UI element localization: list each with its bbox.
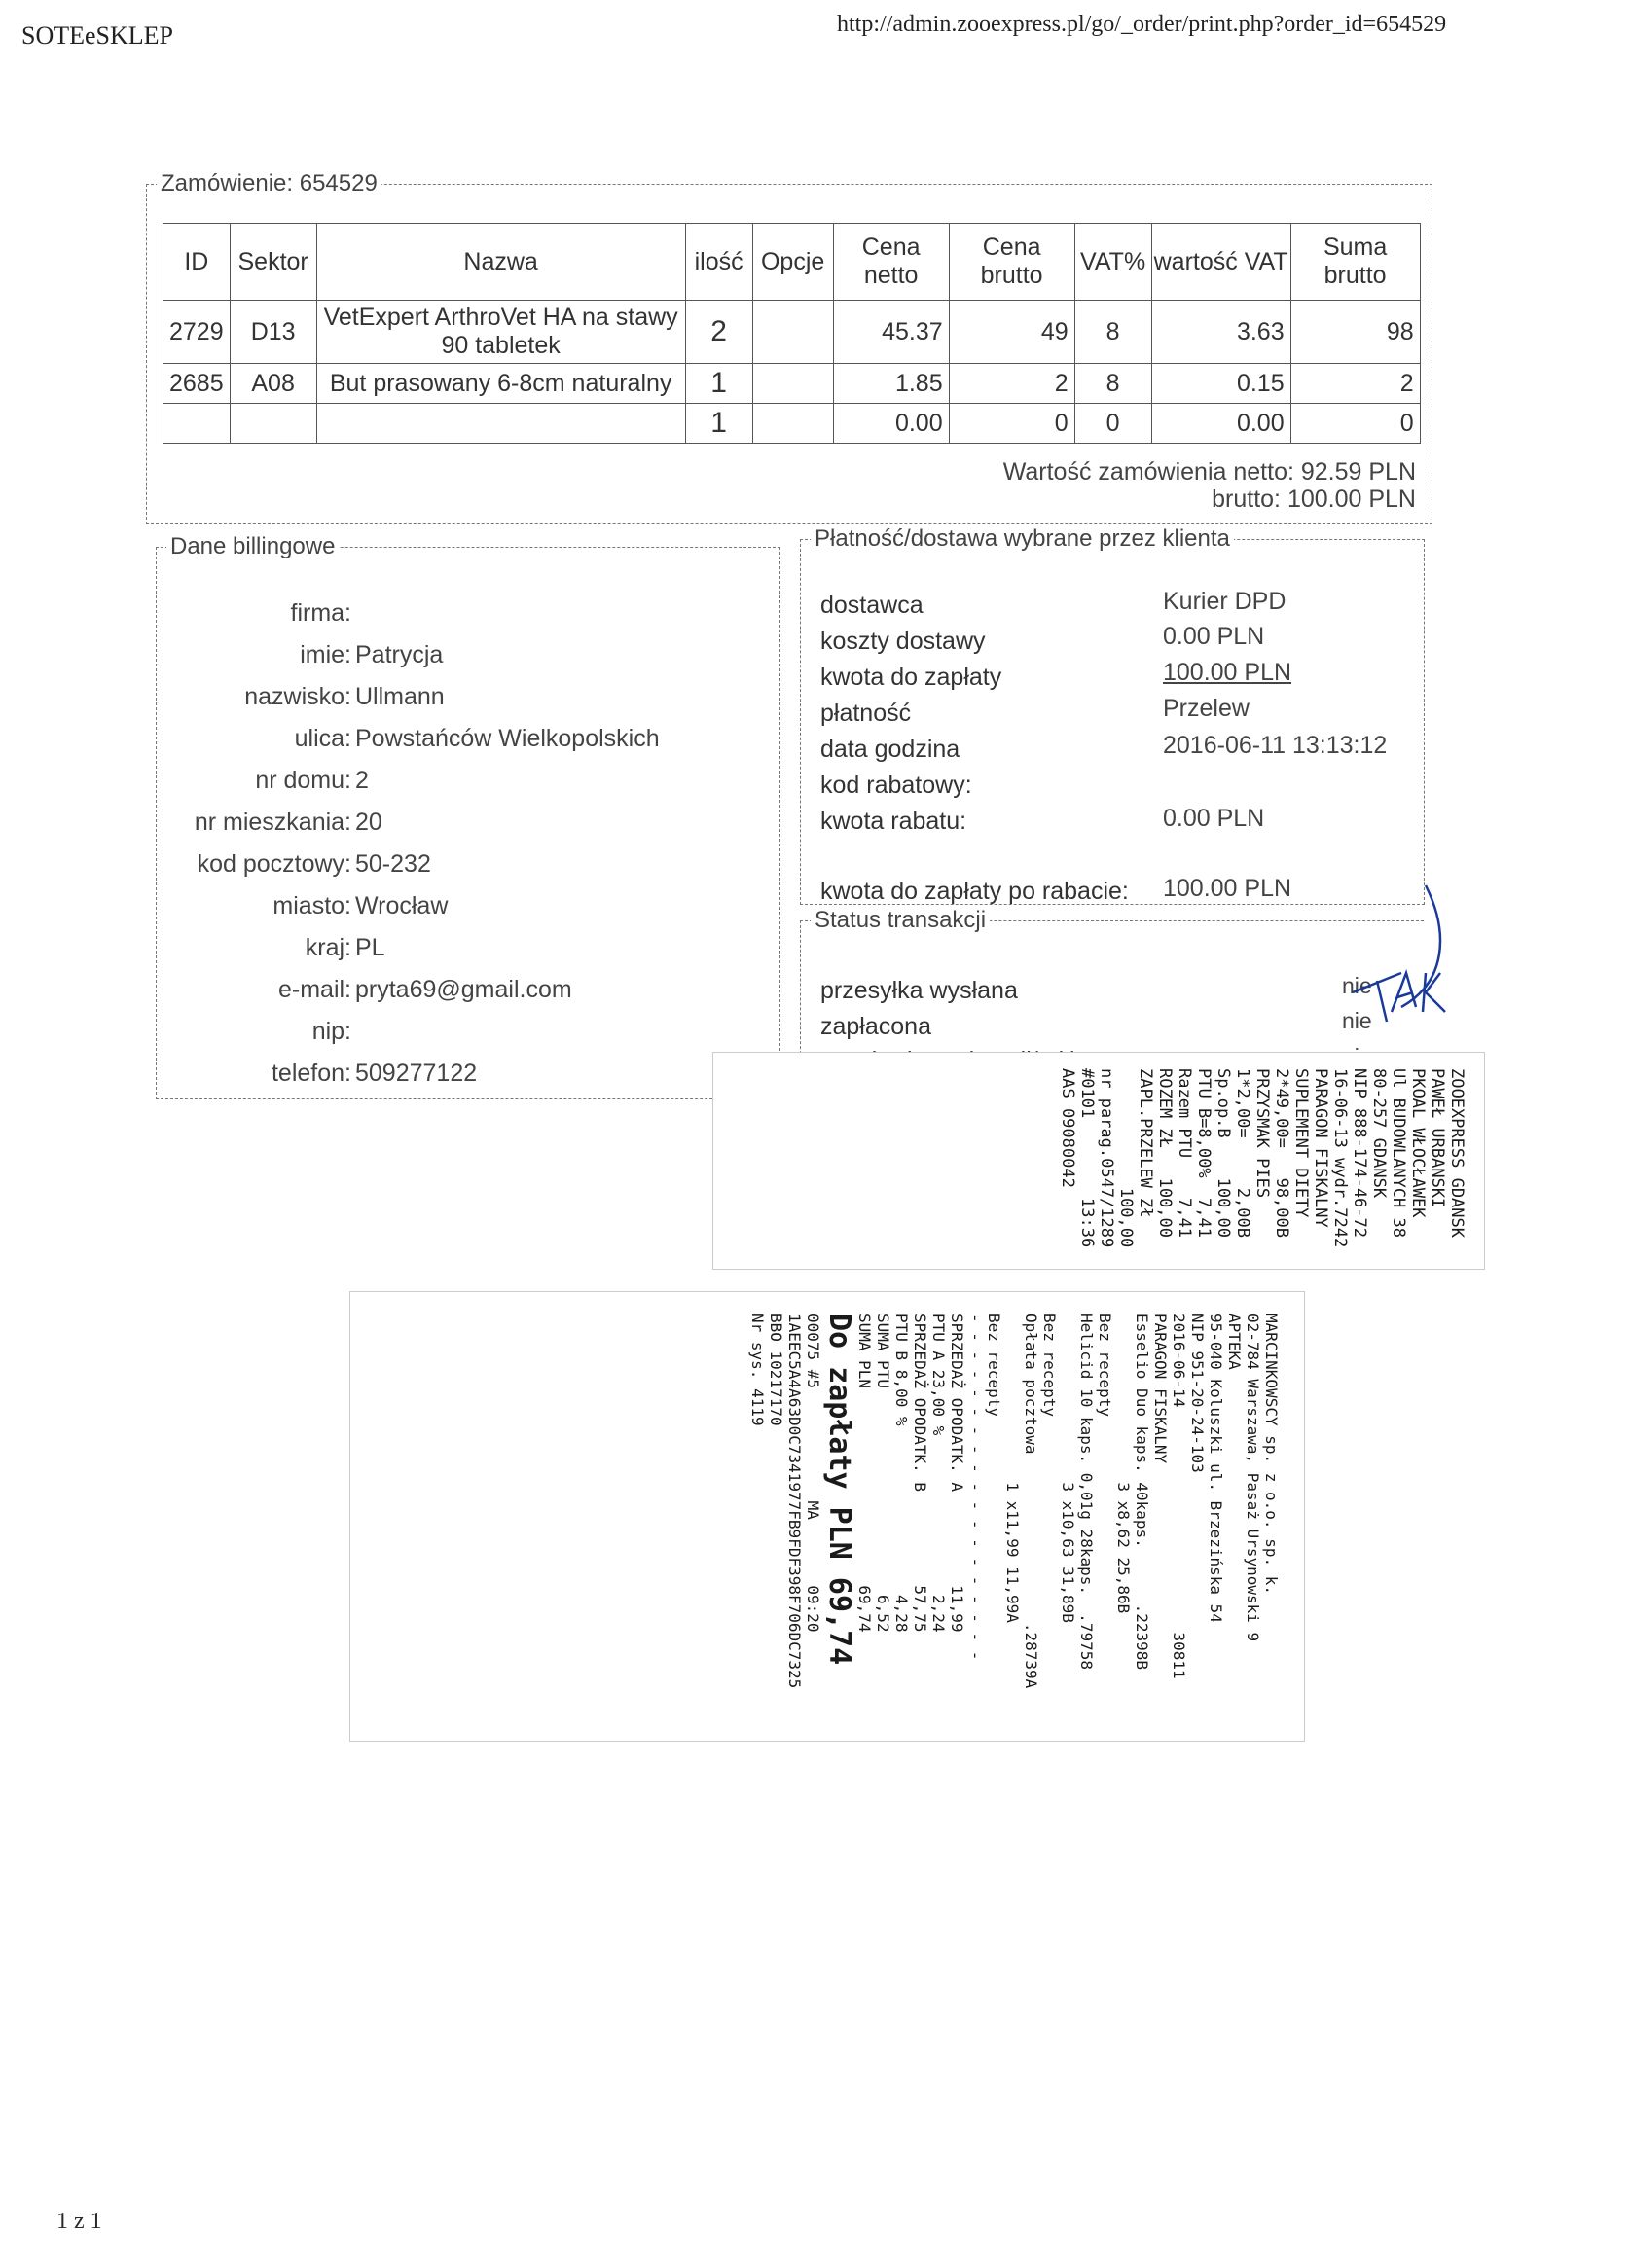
receipt-2-text	[350, 1292, 1304, 1741]
receipt-line: PKOAL WŁOCŁAWEK	[1408, 1068, 1428, 1218]
receipt-line: AAS 09080042	[1058, 1068, 1077, 1188]
status-label: zapłacona	[820, 1013, 931, 1040]
receipt-line: Ul BUDOWLANYCH 38	[1389, 1068, 1408, 1238]
cell-wartosc-vat: 0.00	[1151, 404, 1290, 444]
receipt-line: NIP 888-174-46-72	[1350, 1068, 1369, 1238]
payment-section	[800, 525, 1425, 905]
table-header-row	[163, 224, 1421, 301]
cell-suma: 2	[1290, 364, 1420, 404]
billing-label: kod pocztowy:	[197, 850, 351, 878]
billing-row-nr-domu	[157, 767, 779, 802]
status-value: nie	[1342, 1008, 1372, 1033]
receipt-line: #0101 13:36	[1077, 1068, 1097, 1248]
total-netto: Wartość zamówienia netto: 92.59 PLN	[1002, 458, 1416, 486]
cell-nazwa	[316, 404, 685, 444]
cell-sektor: D13	[230, 301, 316, 364]
billing-value: Powstańców Wielkopolskich	[355, 725, 660, 752]
cell-ilosc: 1	[685, 364, 752, 404]
status-legend: Status transakcji	[815, 907, 987, 933]
table-row	[163, 404, 1421, 444]
payment-value: 100.00 PLN	[1163, 875, 1292, 902]
col-cena-netto: Cena netto	[833, 224, 949, 301]
receipt-line: 1 x11,99 11,99A	[1003, 1314, 1022, 1623]
payment-label: kwota do zapłaty	[820, 664, 1002, 691]
billing-row-imie	[157, 641, 779, 676]
cell-ilosc: 2	[685, 301, 752, 364]
receipt-line: Esselio Duo kaps. 40kaps. .22398B	[1133, 1314, 1151, 1671]
receipt-line: Bez recepty	[1040, 1314, 1059, 1417]
payment-label: kod rabatowy:	[820, 772, 972, 799]
receipt-line: ZAPL.PRZELEW Zł	[1136, 1068, 1155, 1218]
cell-id	[163, 404, 231, 444]
receipt-line: 100,00	[1116, 1068, 1136, 1248]
receipt-1-text	[713, 1053, 1484, 1269]
receipt-line: PTU B=8,00% 7,41	[1194, 1068, 1214, 1238]
total-brutto: brutto: 100.00 PLN	[1212, 486, 1416, 513]
receipt-line: 2016-06-14 30811	[1170, 1314, 1188, 1679]
receipt-line: 00075 #5 MA 09:20	[804, 1314, 822, 1633]
order-legend: Zamówienie: 654529	[161, 170, 378, 197]
payment-legend: Płatność/dostawa wybrane przez klienta	[815, 525, 1230, 552]
receipt-line: PAWEŁ URBANSKI	[1428, 1068, 1447, 1208]
billing-row-kod-pocztowy	[157, 850, 779, 885]
receipt-line: SUMA PLN 69,74	[855, 1314, 874, 1633]
billing-label: e-mail:	[277, 976, 351, 1003]
billing-value: Patrycja	[355, 641, 444, 668]
receipt-line: Opłata pocztowa .28739A	[1022, 1314, 1040, 1689]
receipt-line: APTEKA	[1225, 1314, 1244, 1370]
receipt-line: SUMA PTU 6,52	[874, 1314, 892, 1633]
payment-label: koszty dostawy	[820, 628, 986, 655]
billing-label: firma:	[290, 599, 351, 627]
receipt-line: 3 x8,62 25,86B	[1114, 1314, 1133, 1614]
billing-row-nr-mieszkania	[157, 809, 779, 844]
billing-label: nr mieszkania:	[194, 809, 351, 836]
cell-id: 2685	[163, 364, 231, 404]
receipt-line: SUPLEMENT DIETY	[1291, 1068, 1311, 1218]
cell-brutto: 2	[949, 364, 1074, 404]
billing-value: Wrocław	[355, 892, 449, 919]
payment-label: płatność	[820, 700, 912, 727]
billing-label: nip:	[311, 1018, 351, 1045]
cell-opcje	[752, 364, 833, 404]
cell-id: 2729	[163, 301, 231, 364]
billing-value: pryta69@gmail.com	[355, 976, 572, 1003]
receipt-zooexpress	[713, 1053, 1484, 1269]
order-totals	[1003, 458, 1416, 513]
shop-name: SOTEeSKLEP	[21, 21, 173, 50]
billing-value: Ullmann	[355, 683, 445, 710]
billing-row-miasto	[157, 892, 779, 927]
receipt-line: 16-06-13 wydr.7242	[1330, 1068, 1350, 1248]
receipt-line: nr parag.0547/1289	[1097, 1068, 1116, 1248]
receipt-line: ZOOEXPRESS GDANSK	[1447, 1068, 1467, 1238]
receipt-line: SPRZEDAŻ OPODATK. B 57,75	[911, 1314, 929, 1633]
payment-value: 2016-06-11 13:13:12	[1163, 732, 1388, 759]
billing-row-telefon	[157, 1060, 779, 1095]
receipt-line: Sp.op.B 100,00	[1214, 1068, 1233, 1238]
receipt-line: 1AEEC5A4A63D0C7341977FB9FDF398F706DC7325	[785, 1314, 804, 1689]
receipt-line: PARAGON FISKALNY	[1311, 1068, 1330, 1228]
payment-value: Kurier DPD	[1163, 588, 1287, 615]
billing-section	[156, 533, 780, 1099]
billing-row-nazwisko	[157, 683, 779, 718]
receipt-line: - - - - - - - - - - - - - - - - - - -	[966, 1314, 985, 1661]
cell-brutto: 49	[949, 301, 1074, 364]
table-row	[163, 301, 1421, 364]
payment-value: 0.00 PLN	[1163, 623, 1265, 650]
table-row	[163, 364, 1421, 404]
receipt-total: Do zapłaty PLN 69,74	[822, 1314, 856, 1666]
billing-label: miasto:	[272, 892, 351, 919]
cell-brutto: 0	[949, 404, 1074, 444]
billing-row-nip	[157, 1018, 779, 1053]
receipt-line: BBO 10217170	[767, 1314, 785, 1426]
receipt-line: 2*49,00= 98,00B	[1272, 1068, 1291, 1238]
cell-opcje	[752, 301, 833, 364]
print-url: http://admin.zooexpress.pl/go/_order/print.php?order_id=654529	[837, 12, 1447, 37]
col-ilosc: ilość	[685, 224, 752, 301]
status-value: nie	[1342, 973, 1372, 998]
payment-value: 0.00 PLN	[1163, 805, 1265, 832]
col-sektor: Sektor	[230, 224, 316, 301]
page-counter: 1 z 1	[56, 2209, 102, 2234]
billing-row-ulica	[157, 725, 779, 760]
payment-value: Przelew	[1163, 695, 1250, 722]
cell-sektor: A08	[230, 364, 316, 404]
billing-row-kraj	[157, 934, 779, 969]
cell-wartosc-vat: 0.15	[1151, 364, 1290, 404]
receipt-line: Bez recepty	[1096, 1314, 1114, 1417]
billing-label: imie:	[300, 641, 351, 668]
cell-vat: 8	[1074, 301, 1151, 364]
billing-value: 20	[355, 809, 382, 836]
receipt-line: Nr sys. 4119	[748, 1314, 767, 1426]
payment-value: 100.00 PLN	[1163, 659, 1292, 686]
receipt-line: PTU B 8,00 % 4,28	[892, 1314, 911, 1633]
cell-vat: 0	[1074, 404, 1151, 444]
receipt-line: Bez recepty	[985, 1314, 1003, 1417]
receipt-line: PRZYSMAK PIES	[1252, 1068, 1272, 1199]
cell-ilosc: 1	[685, 404, 752, 444]
billing-value: 50-232	[355, 850, 431, 878]
billing-legend: Dane billingowe	[170, 533, 336, 559]
cell-wartosc-vat: 3.63	[1151, 301, 1290, 364]
status-label: przesyłka wysłana	[820, 977, 1018, 1004]
receipt-line: NIP 951-20-24-103	[1188, 1314, 1207, 1473]
col-vat: VAT%	[1074, 224, 1151, 301]
billing-label: nr domu:	[255, 767, 351, 794]
billing-value: 509277122	[355, 1060, 478, 1087]
billing-label: telefon:	[271, 1060, 351, 1087]
receipt-line: Helicid 10 kaps. 0,01g 28kaps. .79758	[1077, 1314, 1096, 1671]
payment-label: data godzina	[820, 736, 960, 763]
receipt-line: PTU A 23,00 % 2,24	[929, 1314, 948, 1633]
cell-suma: 0	[1290, 404, 1420, 444]
receipt-line: 80-257 GDANSK	[1369, 1068, 1389, 1199]
payment-label: kwota do zapłaty po rabacie:	[820, 878, 1129, 905]
col-opcje: Opcje	[752, 224, 833, 301]
payment-label: dostawca	[820, 592, 924, 619]
handwritten-tak-mark	[1333, 876, 1460, 1041]
cell-opcje	[752, 404, 833, 444]
receipt-line: SPRZEDAŻ OPODATK. A 11,99	[948, 1314, 966, 1633]
cell-netto: 45.37	[833, 301, 949, 364]
col-nazwa: Nazwa	[316, 224, 685, 301]
billing-row-firma	[157, 599, 779, 634]
billing-value: 2	[355, 767, 369, 794]
receipt-line: 02-784 Warszawa, Pasaż Ursynowski 9	[1244, 1314, 1262, 1642]
col-id: ID	[163, 224, 231, 301]
cell-netto: 0.00	[833, 404, 949, 444]
cell-suma: 98	[1290, 301, 1420, 364]
receipt-line: 95-040 Koluszki ul. Brzezińska 54	[1207, 1314, 1225, 1623]
payment-label: kwota rabatu:	[820, 808, 967, 835]
billing-row-email	[157, 976, 779, 1011]
receipt-apteka	[350, 1292, 1304, 1741]
cell-nazwa: But prasowany 6-8cm naturalny	[316, 364, 685, 404]
cell-netto: 1.85	[833, 364, 949, 404]
col-wartosc-vat: wartość VAT	[1151, 224, 1290, 301]
cell-nazwa: VetExpert ArthroVet HA na stawy 90 tabletek	[316, 301, 685, 364]
billing-label: kraj:	[305, 934, 351, 961]
receipt-line: MARCINKOWSCY sp. z o.o. sp. k.	[1262, 1314, 1281, 1595]
billing-label: nazwisko:	[244, 683, 351, 710]
order-items-table	[163, 223, 1421, 444]
billing-value: PL	[355, 934, 385, 961]
receipt-line: 3 x10,63 31,89B	[1059, 1314, 1077, 1623]
cell-vat: 8	[1074, 364, 1151, 404]
receipt-line: ROZEM ZŁ 100,00	[1155, 1068, 1175, 1238]
order-section	[146, 170, 1432, 524]
cell-sektor	[230, 404, 316, 444]
billing-label: ulica:	[294, 725, 351, 752]
receipt-line: Razem PTU 7,41	[1175, 1068, 1194, 1238]
col-cena-brutto: Cena brutto	[949, 224, 1074, 301]
col-suma-brutto: Suma brutto	[1290, 224, 1420, 301]
receipt-line: 1*2,00= 2,00B	[1233, 1068, 1252, 1238]
status-section	[800, 907, 1424, 1063]
receipt-line: PARAGON FISKALNY	[1151, 1314, 1170, 1464]
